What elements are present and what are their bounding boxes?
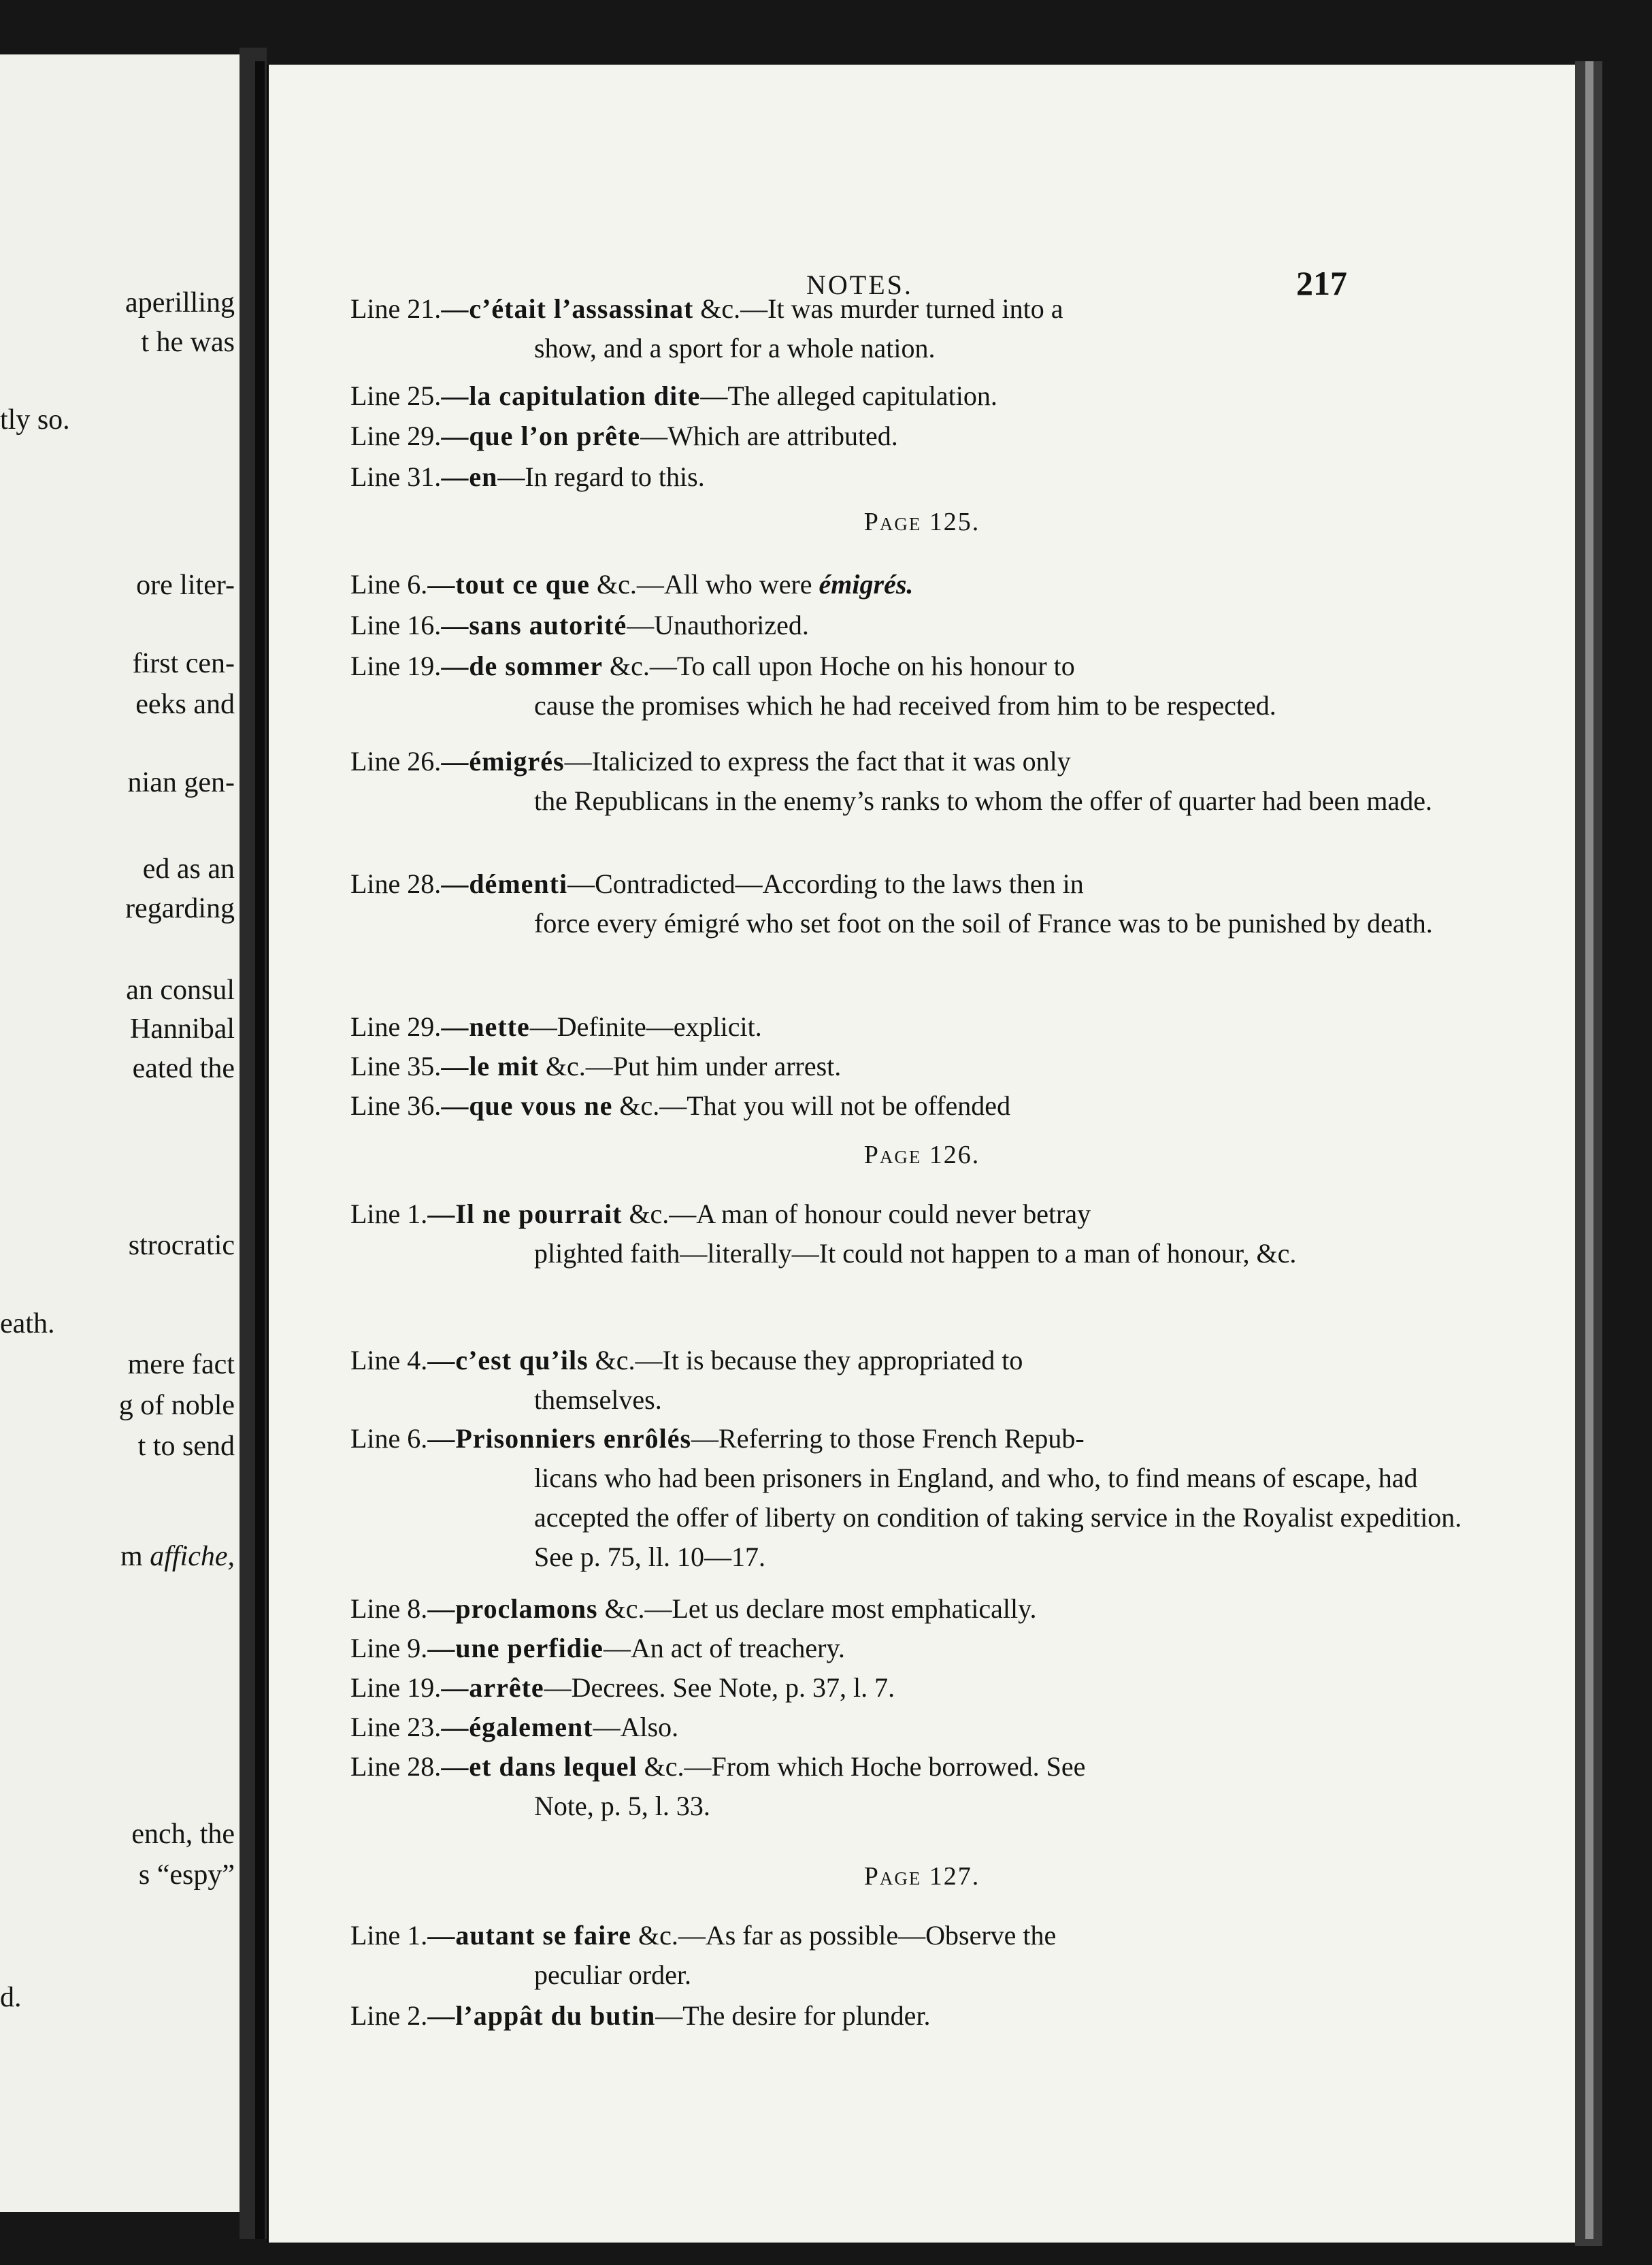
- french-term: —de sommer: [441, 651, 604, 681]
- french-term: —c’est qu’ils: [427, 1345, 589, 1375]
- note-continuation: peculiar order.: [534, 1959, 691, 1990]
- translation-text: &c.—Let us declare most emphatically.: [597, 1593, 1037, 1624]
- translation-text: —Italicized to express the fact that it was only: [564, 746, 1071, 777]
- line-reference: Line 29.: [350, 1011, 442, 1042]
- french-term: —Prisonniers enrôlés: [427, 1423, 692, 1454]
- line-reference: Line 2.: [350, 2000, 428, 2031]
- line-reference: Line 25.: [350, 380, 442, 411]
- translation-text: &c.—A man of honour could never betray: [622, 1199, 1091, 1229]
- translation-text: —Definite—explicit.: [529, 1011, 762, 1042]
- note-entry: [350, 1668, 1480, 1708]
- translation-text: —Also.: [593, 1712, 679, 1742]
- previous-page-edge: [0, 54, 238, 2212]
- note-entry: [350, 1708, 1480, 1747]
- translation-text: &c.—To call upon Hoche on his honour to: [603, 651, 1075, 681]
- line-reference: Line 26.: [350, 746, 442, 777]
- note-first-line: [350, 1341, 1480, 1380]
- note-entry: [350, 289, 1480, 368]
- translation-text: —Referring to those French Repub-: [691, 1423, 1085, 1454]
- note-continuation: Note, p. 5, l. 33.: [534, 1791, 710, 1821]
- note-entry: [350, 376, 1480, 416]
- line-reference: Line 28.: [350, 1751, 442, 1782]
- left-page-text-fragment: t he was: [141, 327, 235, 358]
- line-reference: Line 28.: [350, 868, 442, 899]
- line-reference: Line 19.: [350, 651, 442, 681]
- note-entry: [350, 647, 1480, 726]
- translation-text: &c.—All who were: [589, 569, 819, 600]
- note-first-line: [350, 1708, 1480, 1747]
- translation-text: —An act of treachery.: [603, 1633, 845, 1663]
- note-first-line: [350, 457, 1480, 497]
- french-term: —en: [441, 461, 498, 492]
- note-entry: [350, 1007, 1480, 1047]
- translation-text: —Unauthorized.: [627, 610, 809, 640]
- left-page-text-fragment: nian gen-: [127, 767, 235, 798]
- note-entry: [350, 1047, 1480, 1086]
- line-reference: Line 8.: [350, 1593, 428, 1624]
- translation-text: —The alleged capitulation.: [700, 380, 997, 411]
- left-page-text-fragment: eath.: [0, 1308, 55, 1339]
- section-heading: Page 126.: [863, 1141, 980, 1169]
- note-entry: [350, 864, 1480, 943]
- note-entry: [350, 1086, 1480, 1126]
- left-page-text-fragment: ench, the: [131, 1819, 235, 1850]
- line-reference: Line 23.: [350, 1712, 442, 1742]
- note-first-line: [350, 417, 1480, 456]
- left-page-text-fragment: g of noble: [118, 1390, 235, 1421]
- italic-term: émigrés.: [819, 569, 914, 600]
- translation-text: —Decrees. See Note, p. 37, l. 7.: [544, 1672, 895, 1703]
- translation-text: —Contradicted—According to the laws then in: [567, 868, 1084, 899]
- note-continuation: plighted faith—literally—It could not happen to a man of honour, &c.: [534, 1238, 1297, 1269]
- left-page-text-fragment: ed as an: [142, 853, 235, 885]
- french-term: —tout ce que: [427, 569, 590, 600]
- note-entry: [350, 1419, 1480, 1577]
- note-first-line: [350, 1419, 1480, 1459]
- french-term: —autant se faire: [427, 1920, 631, 1951]
- french-term: —Il ne pourrait: [427, 1199, 623, 1229]
- note-entry: [350, 457, 1480, 497]
- translation-text: &c.—That you will not be offended: [612, 1090, 1011, 1121]
- note-continuation: themselves.: [534, 1384, 662, 1415]
- note-first-line: [350, 864, 1480, 904]
- french-term: —une perfidie: [427, 1633, 604, 1663]
- french-term: —le mit: [441, 1051, 539, 1081]
- left-page-text-fragment: m affiche,: [120, 1541, 235, 1572]
- note-entry: [350, 742, 1480, 821]
- note-first-line: [350, 1589, 1480, 1629]
- note-first-line: [350, 1996, 1480, 2036]
- note-entry: [350, 417, 1480, 456]
- note-continuation: force every émigré who set foot on the soil of France was to be punished by death.: [534, 908, 1433, 939]
- left-page-text-fragment: aperilling: [125, 287, 235, 319]
- line-reference: Line 16.: [350, 610, 442, 640]
- french-term: —arrête: [441, 1672, 544, 1703]
- line-reference: Line 9.: [350, 1633, 428, 1663]
- left-page-text-fragment: regarding: [125, 893, 235, 924]
- note-first-line: [350, 1047, 1480, 1086]
- note-entry: [350, 1916, 1480, 1995]
- translation-text: —Which are attributed.: [640, 421, 898, 451]
- french-term: —que l’on prête: [441, 421, 641, 451]
- running-head: NOTES.: [806, 270, 913, 300]
- line-reference: Line 1.: [350, 1199, 428, 1229]
- note-first-line: [350, 1747, 1480, 1787]
- line-reference: Line 21.: [350, 293, 442, 324]
- left-page-text-fragment: d.: [0, 1982, 22, 2013]
- line-reference: Line 36.: [350, 1090, 442, 1121]
- note-continuation: show, and a sport for a whole nation.: [534, 333, 936, 363]
- note-first-line: [350, 1086, 1480, 1126]
- line-reference: Line 1.: [350, 1920, 428, 1951]
- notes-page: [269, 65, 1575, 2243]
- left-page-text-fragment: mere fact: [127, 1349, 235, 1380]
- section-heading: Page 127.: [863, 1862, 980, 1891]
- translation-text: —The desire for plunder.: [655, 2000, 931, 2031]
- note-entry: [350, 1996, 1480, 2036]
- translation-text: &c.—Put him under arrest.: [538, 1051, 842, 1081]
- note-first-line: [350, 647, 1480, 686]
- left-page-text-fragment: ore liter-: [136, 570, 235, 601]
- line-reference: Line 6.: [350, 1423, 428, 1454]
- section-heading: Page 125.: [863, 508, 980, 536]
- french-term: —la capitulation dite: [441, 380, 701, 411]
- left-page-text-fragment: first cen-: [132, 648, 235, 679]
- note-continuation: the Republicans in the enemy’s ranks to whom the offer of quarter had been made.: [534, 785, 1432, 816]
- note-entry: [350, 606, 1480, 645]
- french-term: —proclamons: [427, 1593, 598, 1624]
- note-entry: [350, 1589, 1480, 1629]
- note-first-line: [350, 289, 1480, 329]
- note-first-line: [350, 565, 1480, 604]
- french-term: —et dans lequel: [441, 1751, 638, 1782]
- translation-text: &c.—It was murder turned into a: [693, 293, 1063, 324]
- french-term: —c’était l’assassinat: [441, 293, 694, 324]
- note-entry: [350, 1629, 1480, 1668]
- translation-text: &c.—As far as possible—Observe the: [631, 1920, 1057, 1951]
- line-reference: Line 35.: [350, 1051, 442, 1081]
- left-page-text-fragment: s “espy”: [138, 1859, 235, 1891]
- french-term: —émigrés: [441, 746, 565, 777]
- note-continuation: cause the promises which he had received from him to be respected.: [534, 690, 1276, 721]
- note-first-line: [350, 1916, 1480, 1955]
- line-reference: Line 19.: [350, 1672, 442, 1703]
- left-page-text-fragment: tly so.: [0, 404, 70, 436]
- note-first-line: [350, 376, 1480, 416]
- translation-text: &c.—It is because they appropriated to: [588, 1345, 1023, 1375]
- note-first-line: [350, 1194, 1480, 1234]
- left-page-text-fragment: Hannibal: [130, 1013, 235, 1045]
- french-term: —que vous ne: [441, 1090, 613, 1121]
- note-first-line: [350, 606, 1480, 645]
- line-reference: Line 4.: [350, 1345, 428, 1375]
- translation-text: &c.—From which Hoche borrowed. See: [637, 1751, 1086, 1782]
- french-term: —également: [441, 1712, 593, 1742]
- french-term: —sans autorité: [441, 610, 627, 640]
- note-entry: [350, 1341, 1480, 1420]
- note-entry: [350, 565, 1480, 604]
- line-reference: Line 6.: [350, 569, 428, 600]
- note-first-line: [350, 742, 1480, 781]
- left-page-text-fragment: t to send: [137, 1431, 235, 1462]
- note-entry: [350, 1194, 1480, 1273]
- left-page-text-fragment: eated the: [132, 1053, 235, 1084]
- note-continuation: licans who had been prisoners in England, and who, to find means of escape, had accepted the offer of liberty on condition of taking service in the Royalist expedition. See p. 75, ll. 10—17.: [534, 1463, 1462, 1572]
- line-reference: Line 31.: [350, 461, 442, 492]
- left-page-text-fragment: strocratic: [128, 1230, 235, 1261]
- french-term: —nette: [441, 1011, 530, 1042]
- note-first-line: [350, 1629, 1480, 1668]
- note-first-line: [350, 1007, 1480, 1047]
- page-number: 217: [1296, 264, 1347, 302]
- left-page-text-fragment: eeks and: [135, 689, 235, 720]
- left-page-text-fragment: an consul: [126, 975, 235, 1006]
- translation-text: —In regard to this.: [497, 461, 705, 492]
- line-reference: Line 29.: [350, 421, 442, 451]
- french-term: —l’appât du butin: [427, 2000, 656, 2031]
- note-entry: [350, 1747, 1480, 1826]
- note-first-line: [350, 1668, 1480, 1708]
- french-term: —démenti: [441, 868, 568, 899]
